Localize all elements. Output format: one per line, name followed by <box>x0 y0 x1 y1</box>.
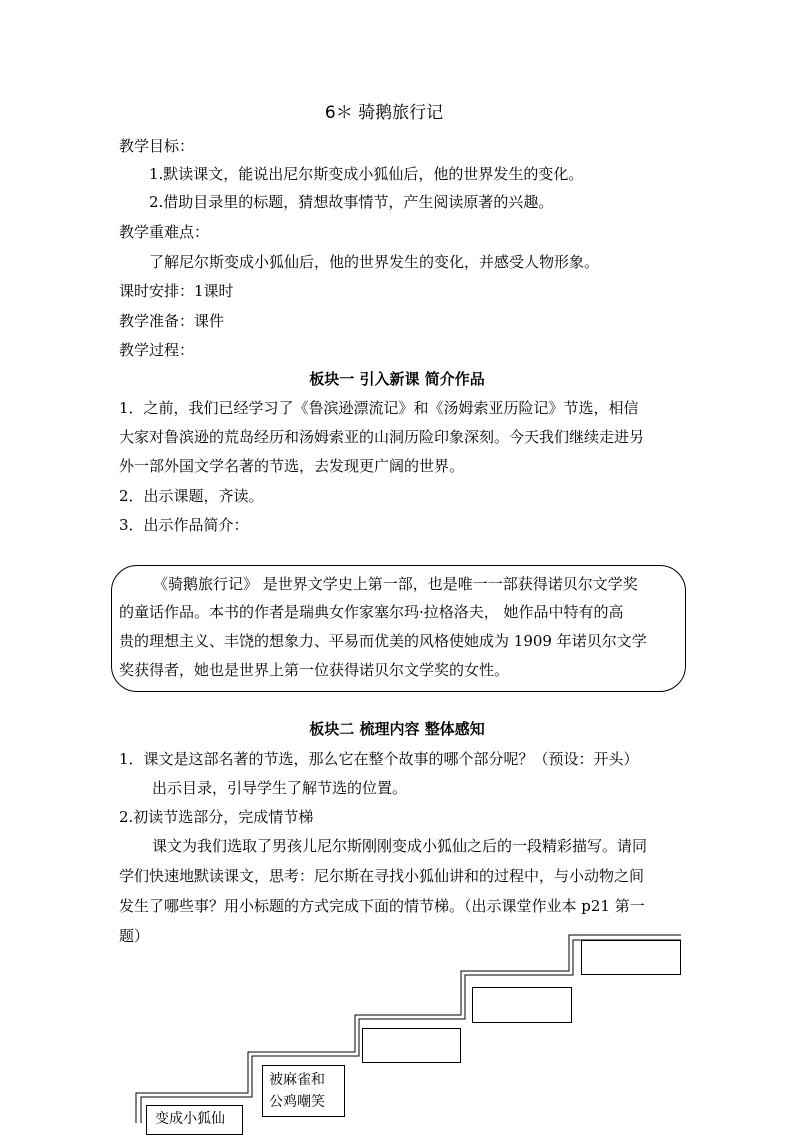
section2-para-line1: 课文为我们选取了男孩儿尼尔斯刚刚变成小狐仙之后的一段精彩描写。请同 <box>152 837 648 855</box>
introduction-line-2: 的童话作品。本书的作者是瑞典女作家塞尔玛·拉格洛夫， 她作品中特有的高 <box>119 603 624 621</box>
introduction-line-1: 《骑鹅旅行记》 是世界文学史上第一部，也是唯一一部获得诺贝尔文学奖 <box>153 575 638 593</box>
process-label: 教学过程： <box>119 341 195 359</box>
section1-heading: 板块一 引入新课 简介作品 <box>309 370 485 388</box>
section2-item1: 1．课文是这部名著的节选，那么它在整个故事的哪个部分呢？（预设：开头） <box>119 750 639 768</box>
section2-para-line4: 题） <box>119 927 150 945</box>
section1-item1-line1: 1．之前，我们已经学习了《鲁滨逊漂流记》和《汤姆索亚历险记》节选，相信 <box>119 399 639 417</box>
key-points-label: 教学重难点： <box>119 223 210 241</box>
schedule-text: 课时安排：1课时 <box>119 282 234 300</box>
ladder-step-2-text-line2: 公鸡嘲笑 <box>269 1094 325 1110</box>
section2-item1-sub: 出示目录，引导学生了解节选的位置。 <box>152 779 408 797</box>
ladder-step-3-box <box>362 1028 461 1063</box>
objectives-label: 教学目标： <box>119 137 195 155</box>
section1-item1-line2: 大家对鲁滨逊的荒岛经历和汤姆索亚的山洞历险印象深刻。今天我们继续走进另 <box>119 428 645 446</box>
key-points-text: 了解尼尔斯变成小狐仙后，他的世界发生的变化，并感受人物形象。 <box>149 253 600 271</box>
objective-2: 2.借助目录里的标题，猜想故事情节，产生阅读原著的兴趣。 <box>149 193 554 211</box>
ladder-step-1-text: 变成小狐仙 <box>155 1111 225 1127</box>
preparation-text: 教学准备：课件 <box>119 312 225 330</box>
introduction-line-3: 贵的理想主义、丰饶的想象力、平易而优美的风格使她成为 1909 年诺贝尔文学 <box>119 632 647 650</box>
section2-item2: 2.初读节选部分，完成情节梯 <box>119 808 314 826</box>
section2-para-line2: 学们快速地默读课文，思考：尼尔斯在寻找小狐仙讲和的过程中，与小动物之间 <box>119 867 645 885</box>
ladder-step-2-text-line1: 被麻雀和 <box>269 1072 325 1088</box>
section2-para-line3: 发生了哪些事？用小标题的方式完成下面的情节梯。（出示课堂作业本 p21 第一 <box>119 897 645 915</box>
lesson-title: 6＊ 骑鹅旅行记 <box>324 103 444 123</box>
introduction-line-4: 奖获得者，她也是世界上第一位获得诺贝尔文学奖的女性。 <box>119 661 510 679</box>
section2-heading: 板块二 梳理内容 整体感知 <box>309 720 485 738</box>
section1-item3: 3．出示作品简介： <box>119 516 249 534</box>
objective-1: 1.默读课文，能说出尼尔斯变成小狐仙后，他的世界发生的变化。 <box>149 165 584 183</box>
ladder-step-5-box <box>581 940 681 975</box>
section1-item2: 2．出示课题，齐读。 <box>119 487 264 505</box>
section1-item1-line3: 外一部外国文学名著的节选，去发现更广阔的世界。 <box>119 457 465 475</box>
ladder-step-4-box <box>472 987 572 1023</box>
